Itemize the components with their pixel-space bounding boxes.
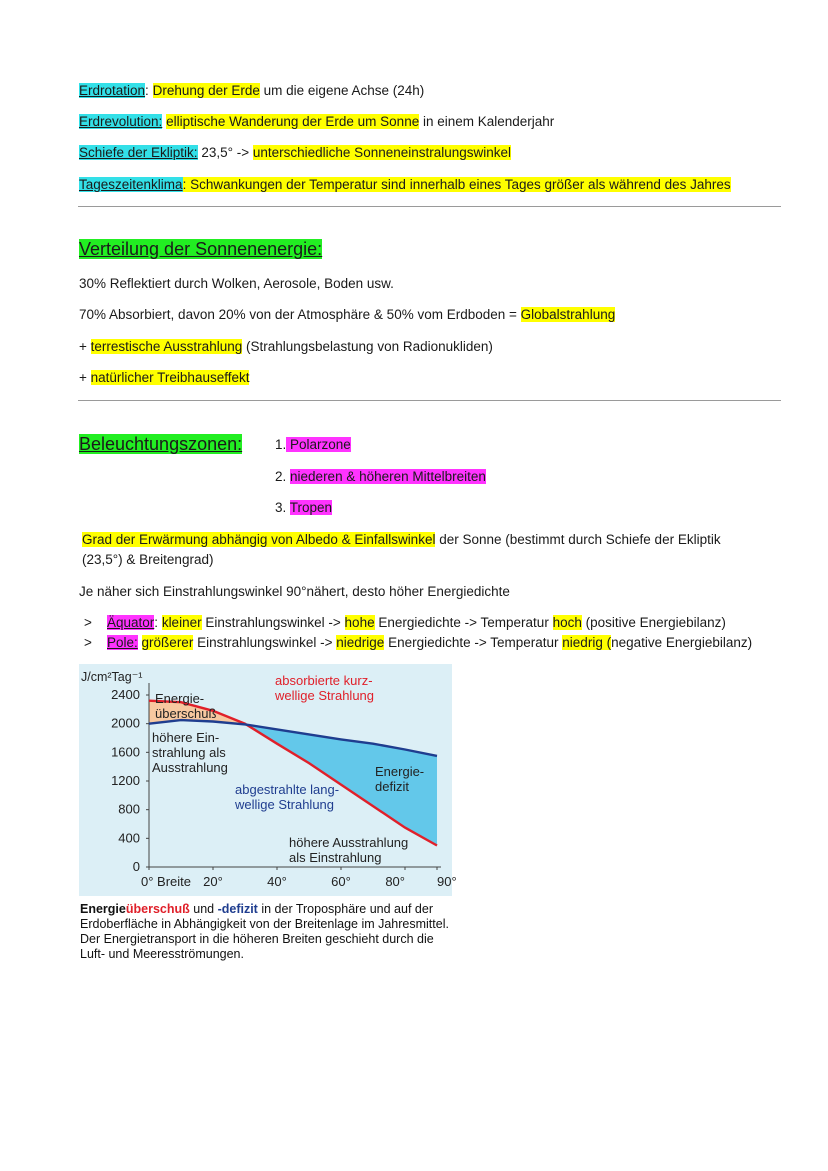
text: 23,5° -> xyxy=(197,145,253,160)
y-tick-label: 800 xyxy=(118,801,140,817)
density-line: Je näher sich Einstrahlungswinkel 90°nähert, desto höher Energiedichte xyxy=(79,584,510,599)
heading-energy: Verteilung der Sonnenenergie: xyxy=(79,239,323,259)
energy-line-reflected: 30% Reflektiert durch Wolken, Aerosole, Boden usw. xyxy=(79,276,394,291)
definition-ekliptik xyxy=(79,145,511,160)
zone-item xyxy=(275,437,351,452)
text: Einstrahlungswinkel -> xyxy=(201,615,345,630)
section-heading-zones xyxy=(79,434,242,455)
term-aequator: Äquator xyxy=(107,615,155,630)
annotation-emitted: wellige Strahlung xyxy=(235,797,335,812)
separator: : xyxy=(145,83,149,98)
zone-number: 2. xyxy=(275,469,287,484)
definition-erdrevolution xyxy=(79,114,554,129)
highlight: kleiner xyxy=(161,615,202,630)
albedo-line-2: (23,5°) & Breitengrad) xyxy=(82,552,214,567)
divider xyxy=(78,206,781,207)
zone-item xyxy=(275,500,332,515)
highlight: : Schwankungen der Temperatur sind innerhalb eines Tages größer als während des Jahres xyxy=(182,177,731,192)
text: (Strahlungsbelastung von Radionukliden) xyxy=(242,339,493,354)
x-tick-label: 80° xyxy=(385,874,405,889)
bullet-marker: > xyxy=(84,635,92,650)
y-tick-label: 1200 xyxy=(111,773,140,788)
text: : xyxy=(154,615,162,630)
highlight: unterschiedliche Sonneneinstralungswinkel xyxy=(252,145,512,160)
heading-zones: Beleuchtungszonen: xyxy=(79,434,243,454)
caption-word: Energie xyxy=(80,902,126,916)
y-tick-label: 2400 xyxy=(111,687,140,702)
y-tick-label: 2000 xyxy=(111,715,140,731)
annotation-absorbed: wellige Strahlung xyxy=(275,688,375,703)
text: in einem Kalenderjahr xyxy=(419,114,555,129)
zone-number: 1. xyxy=(275,437,287,452)
highlight: größerer xyxy=(141,635,194,650)
albedo-line xyxy=(82,532,721,547)
text: um die eigene Achse (24h) xyxy=(259,83,425,98)
bullet-marker: > xyxy=(84,615,92,630)
annotation-more-outgoing: höhere Ausstrahlung xyxy=(289,835,409,850)
annotation-emitted: abgestrahlte lang- xyxy=(235,782,340,797)
highlight: elliptische Wanderung der Erde um Sonne xyxy=(166,114,420,129)
term-pole: Pole: xyxy=(107,635,138,650)
energy-balance-chart xyxy=(79,664,457,896)
annotation-more-incoming: strahlung als xyxy=(152,745,226,760)
energy-line-greenhouse xyxy=(79,370,249,385)
caption-word: und xyxy=(189,902,218,916)
definition-tageszeitenklima xyxy=(79,177,731,192)
x-tick-label: 60° xyxy=(331,874,351,889)
term-ekliptik: Schiefe der Ekliptik: xyxy=(79,145,198,160)
text: (positive Energiebilanz) xyxy=(581,615,726,630)
zone-item xyxy=(275,469,486,484)
bullet-pole xyxy=(84,635,752,650)
zone-label: niederen & höheren Mittelbreiten xyxy=(290,469,486,484)
highlight: natürlicher Treibhauseffekt xyxy=(90,370,250,385)
annotation-deficit: Energie- xyxy=(375,764,425,779)
caption-word-deficit: -defizit xyxy=(217,902,258,916)
highlight: niedrige xyxy=(336,635,385,650)
figure-caption xyxy=(80,902,450,962)
energy-line-absorbed xyxy=(79,307,615,322)
definition-erdrotation xyxy=(79,83,424,98)
text: negative Energiebilanz) xyxy=(611,635,753,650)
annotation-surplus: Energie- xyxy=(155,691,205,706)
section-heading-energy xyxy=(79,239,322,260)
text: Energiedichte -> Temperatur xyxy=(374,615,553,630)
text: + xyxy=(79,370,91,385)
text: 70% Absorbiert, davon 20% von der Atmosphäre & 50% vom Erdboden = xyxy=(79,307,521,322)
highlight: hoch xyxy=(552,615,582,630)
highlight: terrestische Ausstrahlung xyxy=(90,339,243,354)
bullet-aequator xyxy=(84,615,726,630)
highlight: Grad der Erwärmung abhängig von Albedo & Einfallswinkel xyxy=(82,532,436,547)
y-tick-label: 400 xyxy=(118,830,140,846)
y-tick-label: 1600 xyxy=(111,744,140,760)
energy-line-terrestrial xyxy=(79,339,493,354)
zone-number: 3. xyxy=(275,500,287,515)
x-tick-label: 90° xyxy=(437,874,457,889)
text: Einstrahlungswinkel -> xyxy=(193,635,337,650)
highlight: Drehung der Erde xyxy=(152,83,260,98)
divider xyxy=(78,400,781,401)
term-erdrevolution: Erdrevolution: xyxy=(79,114,163,129)
x-tick-label: 20° xyxy=(203,874,223,889)
annotation-deficit: defizit xyxy=(375,779,409,794)
text xyxy=(138,635,142,650)
highlight: hohe xyxy=(344,615,375,630)
annotation-more-incoming: Ausstrahlung xyxy=(152,760,228,775)
text: + xyxy=(79,339,91,354)
caption-text: in der Troposphäre und auf der Erdoberfläche in Abhängigkeit von der Breitenlage im Jahresmittel. Der Energietransport in die höheren Breiten geschieht durch die Luft- und Meeresströmungen. xyxy=(80,902,449,961)
term-erdrotation: Erdrotation xyxy=(79,83,146,98)
y-tick-label: 0 xyxy=(132,859,140,874)
energy-balance-figure xyxy=(79,664,457,966)
text: Energiedichte -> Temperatur xyxy=(384,635,563,650)
annotation-surplus: überschuß xyxy=(155,706,217,721)
highlight-globalstrahlung: Globalstrahlung xyxy=(520,307,616,322)
annotation-more-incoming: höhere Ein- xyxy=(152,730,220,745)
annotation-more-outgoing: als Einstrahlung xyxy=(289,850,382,865)
term-tageszeitenklima: Tageszeitenklima xyxy=(79,177,183,192)
caption-word-surplus: überschuß xyxy=(125,902,190,916)
text: der Sonne (bestimmt durch Schiefe der Ekliptik xyxy=(435,532,721,547)
y-axis-label: J/cm²Tag⁻¹ xyxy=(81,670,143,684)
x-tick-label: 40° xyxy=(267,874,287,889)
zone-label: Polarzone xyxy=(286,437,351,452)
zone-label: Tropen xyxy=(289,500,333,515)
annotation-absorbed: absorbierte kurz- xyxy=(275,673,373,688)
x-tick-label: 0° Breite xyxy=(141,874,192,889)
highlight: niedrig ( xyxy=(562,635,612,650)
